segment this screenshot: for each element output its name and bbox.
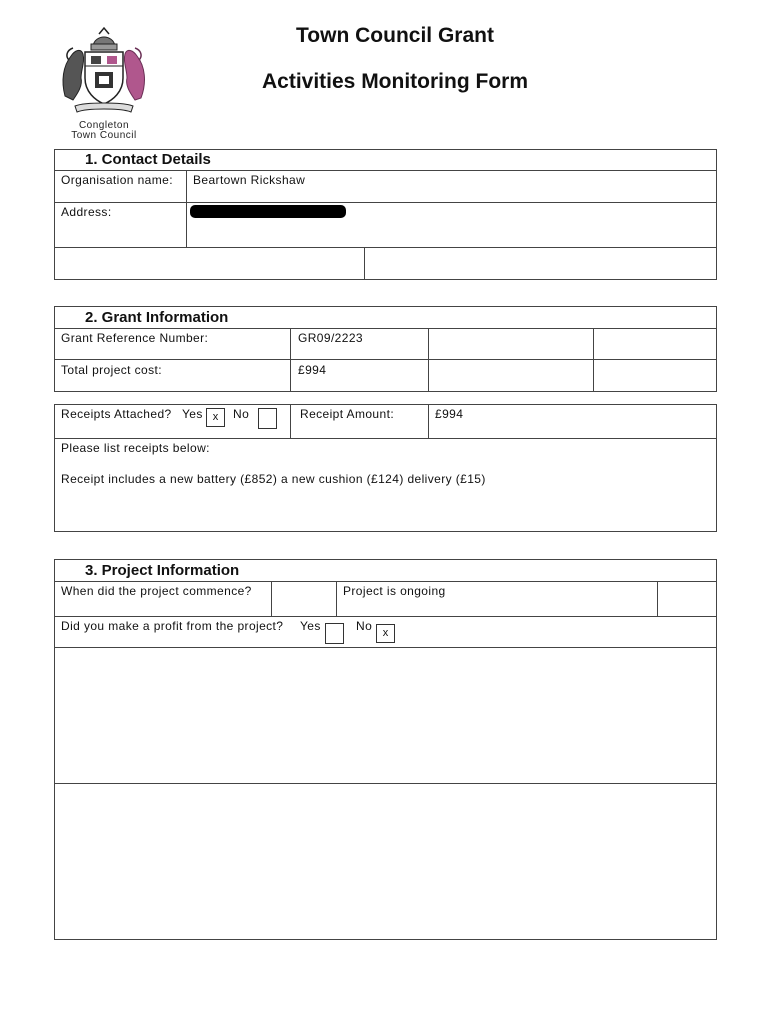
receipts-section (54, 404, 717, 532)
profit-yes-checkbox[interactable] (325, 623, 344, 644)
project-information-heading: 3. Project Information (85, 562, 240, 579)
address-line-3-field[interactable] (365, 248, 716, 279)
project-details-textarea[interactable] (55, 648, 716, 782)
project-commence-label: When did the project commence? (61, 584, 252, 598)
address-redaction (190, 205, 346, 218)
project-ongoing-label: Project is ongoing (343, 584, 446, 598)
organisation-name-label: Organisation name: (61, 173, 173, 187)
project-ongoing-field[interactable] (658, 582, 716, 615)
grant-information-heading: 2. Grant Information (85, 309, 229, 326)
receipts-yes-label: Yes (182, 407, 203, 421)
receipts-yes-checkbox[interactable]: x (206, 408, 225, 427)
council-logo (55, 26, 153, 141)
logo-text: Congleton Town Council (71, 120, 137, 141)
receipts-list-label: Please list receipts below: (61, 441, 210, 455)
grant-reference-label: Grant Reference Number: (61, 331, 209, 345)
total-project-cost-field[interactable]: £994 (298, 363, 327, 377)
receipts-list-field[interactable]: Receipt includes a new battery (£852) a new cushion (£124) delivery (£15) (61, 472, 486, 486)
address-label: Address: (61, 205, 112, 219)
organisation-name-field[interactable]: Beartown Rickshaw (193, 173, 306, 187)
contact-details-heading: 1. Contact Details (85, 151, 211, 168)
receipts-no-checkbox[interactable] (258, 408, 277, 429)
page-title: Town Council Grant (296, 24, 494, 47)
receipt-amount-field[interactable]: £994 (435, 407, 464, 421)
project-outcomes-textarea[interactable] (55, 784, 716, 939)
profit-question-label: Did you make a profit from the project? (61, 619, 284, 633)
page-subtitle: Activities Monitoring Form (261, 70, 528, 93)
project-commence-field[interactable] (272, 582, 335, 615)
profit-no-checkbox[interactable]: x (376, 624, 395, 643)
address-line-2-field[interactable] (55, 248, 363, 279)
profit-no-label: No (356, 619, 373, 633)
receipts-no-label: No (233, 407, 250, 421)
total-project-cost-label: Total project cost: (61, 363, 162, 377)
coat-of-arms-icon (55, 26, 153, 116)
profit-yes-label: Yes (300, 619, 321, 633)
receipts-attached-label: Receipts Attached? (61, 407, 172, 421)
receipt-amount-label: Receipt Amount: (300, 407, 395, 421)
grant-reference-field[interactable]: GR09/2223 (298, 331, 363, 345)
